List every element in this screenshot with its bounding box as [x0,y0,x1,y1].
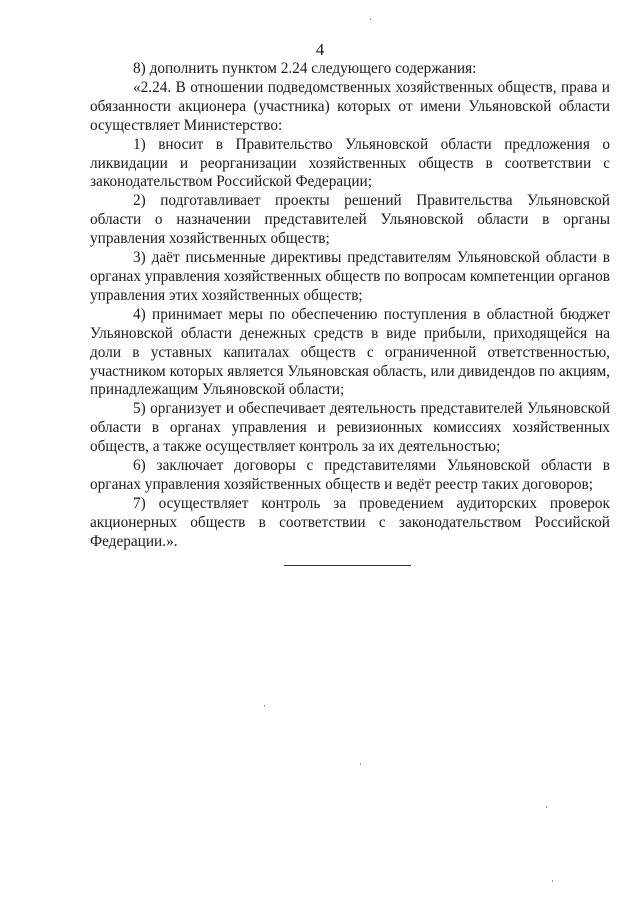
scan-speck [546,806,547,808]
paragraph-item-1: 1) вносит в Правительство Ульяновской области предложения о ликвидации и реорганизации хозяйственных обществ в соответствии с законодательством Российской Федерации; [90,135,610,191]
paragraph-item-4: 4) принимает меры по обеспечению поступления в областной бюджет Ульяновской области денежных средств в виде прибыли, приходящейся на доли в уставных капиталах обществ с ограниченной ответственностью, участником которых является Ульяновская область, или дивидендов по акциям, принадлежащим Ульяновской области; [90,305,610,399]
paragraph-item-6: 6) заключает договоры с представителями Ульяновской области в органах управления хозяйственных обществ и ведёт реестр таких договоров; [90,457,610,493]
paragraph-amendment-8: 8) дополнить пунктом 2.24 следующего содержания: [133,60,477,77]
scan-speck [360,763,361,765]
paragraph-item-7: 7) осуществляет контроль за проведением аудиторских проверок акционерных обществ в соответствии с законодательством Российской Федерации.». [90,494,610,550]
paragraph-item-5: 5) организует и обеспечивает деятельность представителей Ульяновской области в органах управления и ревизионных комиссиях хозяйственных обществ, а также осуществляет контроль за их деятельностью; [90,400,610,456]
paragraph-clause-2-24: «2.24. В отношении подведомственных хозяйственных обществ, права и обязанности акционера (участника) которых от имени Ульяновской области осуществляет Министерство: [90,78,610,134]
scan-speck [552,880,553,882]
paragraph-item-3: 3) даёт письменные директивы представителям Ульяновской области в органах управления хозяйственных обществ по вопросам компетенции органов управления этих хозяйственных обществ; [90,249,610,304]
scan-speck [370,18,371,20]
scan-speck [264,705,265,707]
page-number: 4 [315,40,325,59]
end-of-text-divider [284,565,411,566]
document-body [90,60,610,552]
paragraph-item-2: 2) подготавливает проекты решений Правительства Ульяновской области о назначении представителей Ульяновской области в органы управления хозяйственных обществ; [90,192,610,248]
